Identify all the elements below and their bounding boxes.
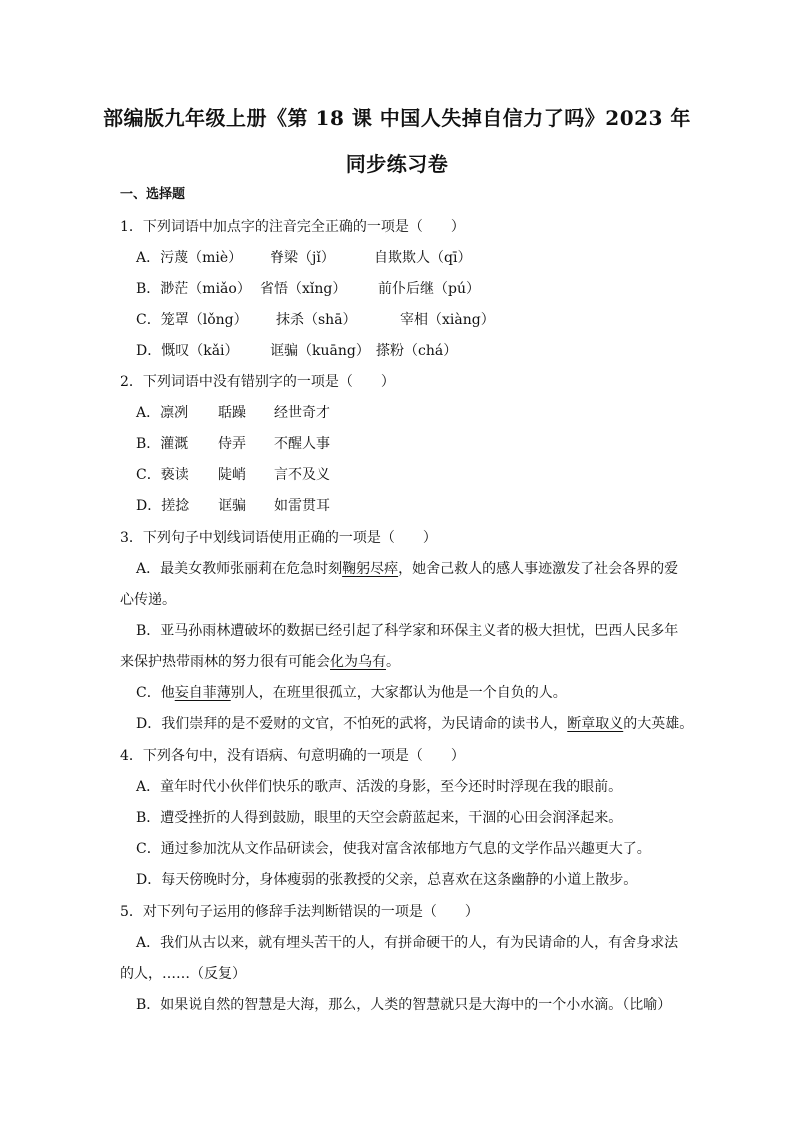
option-a-text-end: ，她舍己救人的感人事迹激发了社会各界的爱 — [398, 561, 679, 577]
option-c-text-end: 别人，在班里很孤立，大家都认为他是一个自负的人。 — [230, 685, 567, 701]
question-2-option-d — [136, 497, 330, 515]
question-4-option-d: D．每天傍晚时分，身体瘦弱的张教授的父亲，总喜欢在这条幽静的小道上散步。 — [136, 872, 638, 888]
option-a-item-3: 自欺欺人（qī） — [374, 250, 472, 266]
option-c-item-1: C．亵读 — [136, 467, 189, 483]
option-c-item-3: 宰相（xiàng） — [400, 312, 495, 328]
option-d-item-3: 搽粉（chá） — [376, 343, 458, 359]
option-d-item-1: D．慨叹（kǎi） — [136, 343, 239, 359]
question-4-option-b: B．遭受挫折的人得到鼓励，眼里的天空会蔚蓝起来，干涸的心田会润泽起来。 — [136, 810, 623, 826]
question-2-stem: 2．下列词语中没有错别字的一项是（ ） — [120, 374, 395, 390]
question-1-option-d — [136, 342, 457, 360]
question-1-option-a — [136, 249, 471, 267]
question-3-stem: 3．下列句子中划线词语使用正确的一项是（ ） — [120, 530, 437, 546]
option-d-item-3: 如雷贯耳 — [274, 498, 330, 514]
question-1-option-b — [136, 280, 480, 298]
option-c-item-2: 陡峭 — [218, 467, 246, 483]
question-3-option-a — [136, 560, 678, 578]
question-3-option-c — [136, 684, 567, 702]
question-5-option-a: A．我们从古以来，就有埋头苦干的人，有拼命硬干的人，有为民请命的人，有舍身求法 — [136, 935, 679, 951]
question-1-option-c — [136, 311, 495, 329]
question-5-option-a-continued: 的人，……（反复） — [120, 966, 246, 982]
question-3-option-b: B．亚马孙雨林遭破坏的数据已经引起了科学家和环保主义者的极大担忧，巴西人民多年 — [136, 623, 679, 639]
option-a-text: A．最美女教师张丽莉在危急时刻 — [136, 561, 343, 577]
option-d-item-2: 诓骗（kuāng） — [270, 343, 370, 359]
underlined-term: 鞠躬尽瘁 — [342, 561, 399, 577]
option-c-item-1: C．笼罩（lǒng） — [136, 312, 248, 328]
question-3-option-b-continued — [120, 653, 400, 671]
document-title-line1: 部编版九年级上册《第 18 课 中国人失掉自信力了吗》2023 年 — [103, 106, 691, 130]
option-a-item-1: A．凛冽 — [136, 405, 189, 421]
option-d-item-2: 诓骗 — [218, 498, 246, 514]
option-b-item-2: 省悟（xǐng） — [260, 281, 347, 297]
option-a-item-3: 经世奇才 — [274, 405, 330, 421]
option-b-text: 来保护热带雨林的努力很有可能会 — [120, 654, 330, 670]
question-3-option-a-continued: 心传递。 — [120, 592, 176, 608]
document-title-line2: 同步练习卷 — [345, 152, 449, 176]
option-d-text-end: 的大英雄。 — [623, 716, 694, 732]
section-heading: 一、选择题 — [120, 187, 186, 202]
option-a-item-2: 脊梁（jǐ） — [270, 250, 335, 266]
option-d-item-1: D．搓捻 — [136, 498, 190, 514]
question-4-stem: 4．下列各句中，没有语病、句意明确的一项是（ ） — [120, 748, 465, 764]
option-b-item-1: B．灌溉 — [136, 436, 189, 452]
option-b-text-end: 。 — [386, 654, 400, 670]
underlined-term: 化为乌有 — [330, 654, 386, 670]
underlined-term: 妄自菲薄 — [174, 685, 231, 701]
option-d-text: D．我们崇拜的是不爱财的文官，不怕死的武将，为民请命的读书人， — [136, 716, 568, 732]
option-c-text: C．他 — [136, 685, 175, 701]
question-2-option-c — [136, 466, 330, 484]
question-3-option-d — [136, 715, 693, 733]
question-4-option-a: A．童年时代小伙伴们快乐的歌声、活泼的身影，至今还时时浮现在我的眼前。 — [136, 779, 623, 795]
question-2-option-a — [136, 404, 330, 422]
question-5-option-b: B．如果说自然的智慧是大海，那么，人类的智慧就只是大海中的一个小水滴。（比喻） — [136, 997, 672, 1013]
underlined-term: 断章取义 — [567, 716, 624, 732]
option-c-item-2: 抹杀（shā） — [276, 312, 357, 328]
question-5-stem: 5．对下列句子运用的修辞手法判断错误的一项是（ ） — [120, 904, 479, 920]
option-a-item-2: 聒躁 — [218, 405, 246, 421]
question-2-option-b — [136, 435, 330, 453]
question-1-stem: 1．下列词语中加点字的注音完全正确的一项是（ ） — [120, 219, 465, 235]
question-4-option-c: C．通过参加沈从文作品研读会，使我对富含浓郁地方气息的文学作品兴趣更大了。 — [136, 841, 651, 857]
option-b-item-2: 侍弄 — [218, 436, 246, 452]
option-a-item-1: A．污蔑（miè） — [136, 250, 243, 266]
option-c-item-3: 言不及义 — [274, 467, 330, 483]
option-b-item-3: 前仆后继（pú） — [378, 281, 480, 297]
option-b-item-3: 不醒人事 — [274, 436, 330, 452]
option-b-item-1: B．渺茫（miǎo） — [136, 281, 251, 297]
